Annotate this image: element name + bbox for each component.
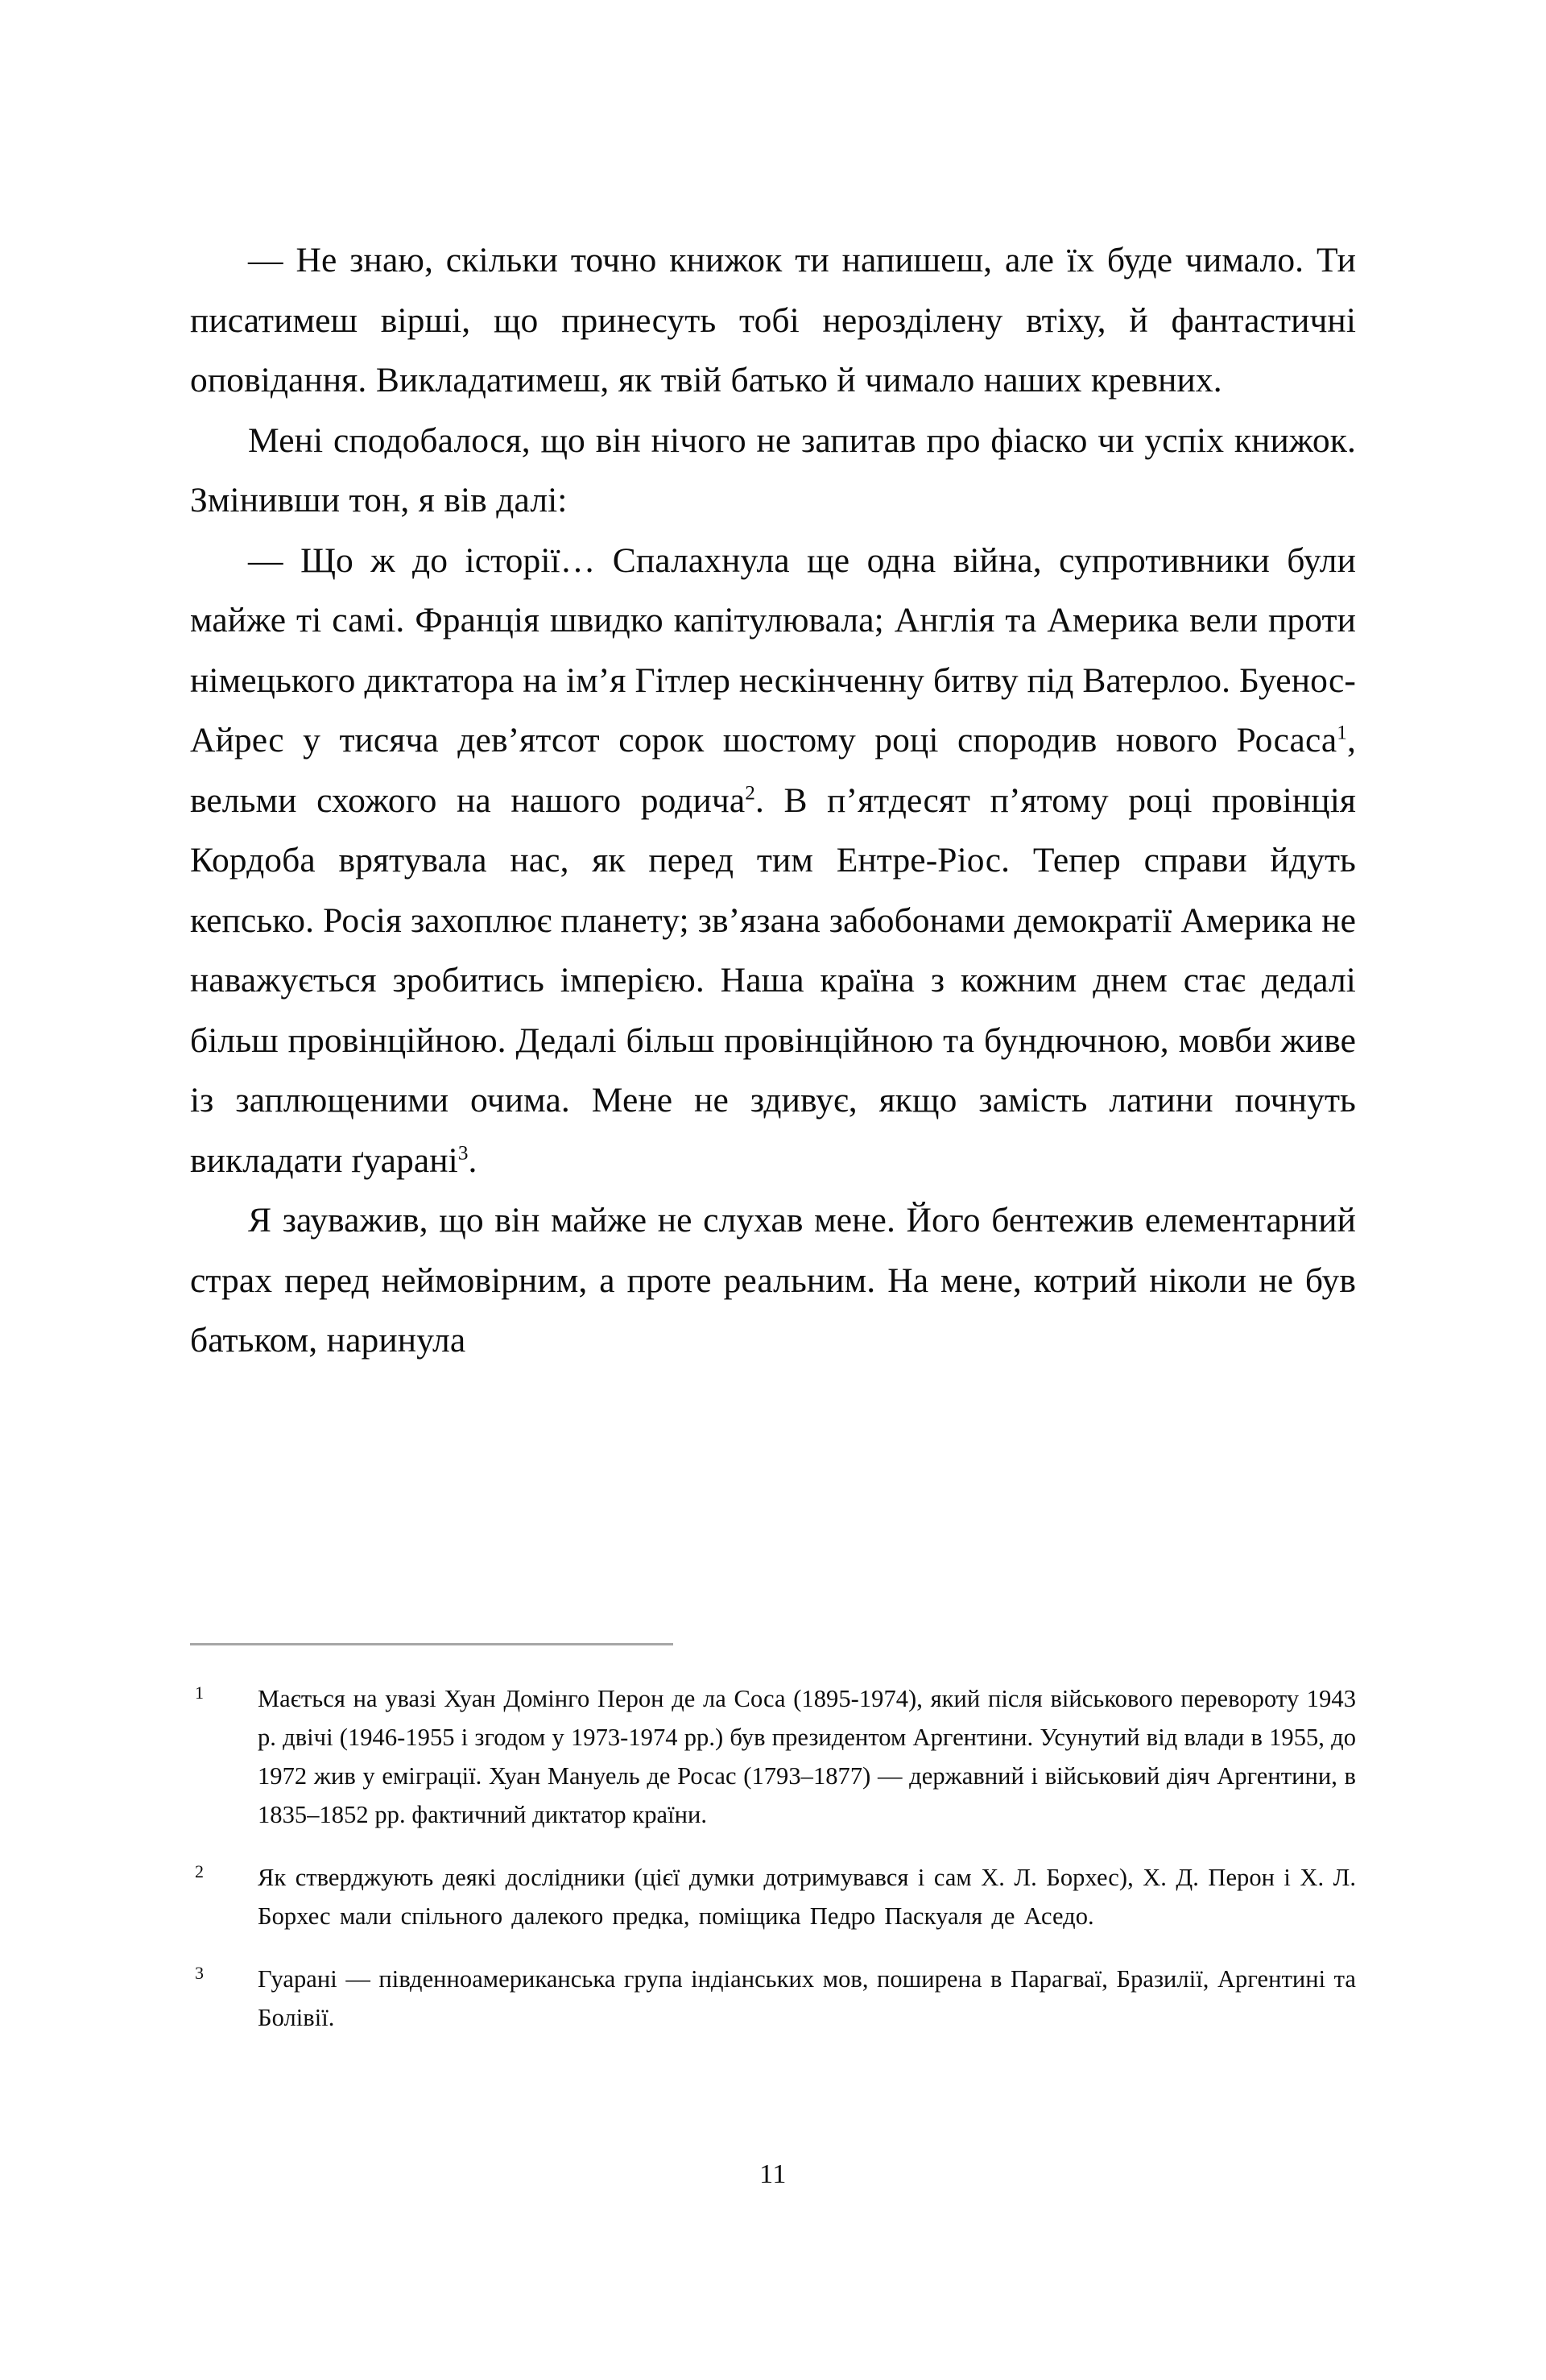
footnote-text-3: Гуарані — південноамериканська група індіанських мов, поширена в Парагваї, Бразилії, Аргентині та Болівії.: [258, 1965, 1356, 2031]
footnote-text-1: Мається на увазі Хуан Домінго Перон де ла Соса (1895-1974), який після військового перевороту 1943 р. двічі (1946-1955 і згодом у 1973-1974 рр.) був президентом Аргентини. Усунутий від влади в 1955, до 1972 жив у еміграції. Хуан Мануель де Росас (1793–1877) — державний і військовий діяч Аргентини, в 1835–1852 рр. фактичний диктатор країни.: [258, 1685, 1356, 1828]
footnote-number-1: 1: [195, 1683, 205, 1703]
footnote-number-3: 3: [195, 1963, 205, 1983]
footnote-block: [190, 1643, 1356, 2037]
footnote-ref-3[interactable]: 3: [457, 1142, 469, 1164]
footnote-number-2: 2: [195, 1861, 205, 1881]
main-text-block: [190, 230, 1356, 1371]
paragraph-3-segment-3: . В п’ятдесят п’ятому році провінція Кордоба врятувала нас, як перед тим Ентре-Ріос. Тепер справи йдуть кепсько. Росія захоплює планету; зв’язана забобонами демократії Америка не наважується зробитись імперією. Наша країна з кожним днем стає дедалі більш провінційною. Дедалі більш провінційною та бундючною, мовби живе із заплющеними очима. Мене не здивує, якщо замість латини почнуть викладати ґуарані: [190, 780, 1356, 1180]
paragraph-3-segment-2: , вельми схожого на нашого родича: [190, 721, 1356, 820]
body-paragraph-1: — Не знаю, скільки точно книжок ти напишеш, але їх буде чимало. Ти писатимеш вірші, що принесуть тобі нерозділену втіху, й фантастичні оповідання. Викладатимеш, як твій батько й чимало наших кревних.: [190, 241, 1356, 399]
paragraph-3-segment-4: .: [468, 1140, 477, 1180]
footnote-ref-1[interactable]: 1: [1337, 722, 1348, 744]
footnote-item-3: [190, 1960, 1356, 2037]
page-number: 11: [759, 2159, 787, 2189]
footnote-ref-2[interactable]: 2: [745, 782, 755, 804]
body-paragraph-2: Мені сподобалося, що він нічого не запитав про фіаско чи успіх книжок. Змінивши тон, я вів далі:: [190, 420, 1356, 519]
body-paragraph-4: Я зауважив, що він майже не слухав мене. Його бентежив елементарний страх перед неймовірним, а проте реальним. На мене, котрий ніколи не був батьком, наринула: [190, 1201, 1356, 1360]
footnote-text-2: Як стверджують деякі дослідники (цієї думки дотримувався і сам Х. Л. Борхес), Х. Д. Перон і Х. Л. Борхес мали спільного далекого предка, поміщика Педро Паскуаля де Аседо.: [258, 1864, 1356, 1930]
footnote-item-1: [190, 1679, 1356, 1834]
body-paragraph-3: [190, 531, 1356, 1191]
footnote-item-2: [190, 1858, 1356, 1935]
footnote-separator-rule: [190, 1643, 673, 1645]
paragraph-3-segment-1: — Що ж до історії… Спалахнула ще одна війна, супротивники були майже ті самі. Франція швидко капітулювала; Англія та Америка вели проти німецького диктатора на ім’я Гітлер нескінченну битву під Ватерлоо. Буенос-Айрес у тисяча дев’ятсот сорок шостому році спородив нового Росаса: [190, 540, 1356, 760]
